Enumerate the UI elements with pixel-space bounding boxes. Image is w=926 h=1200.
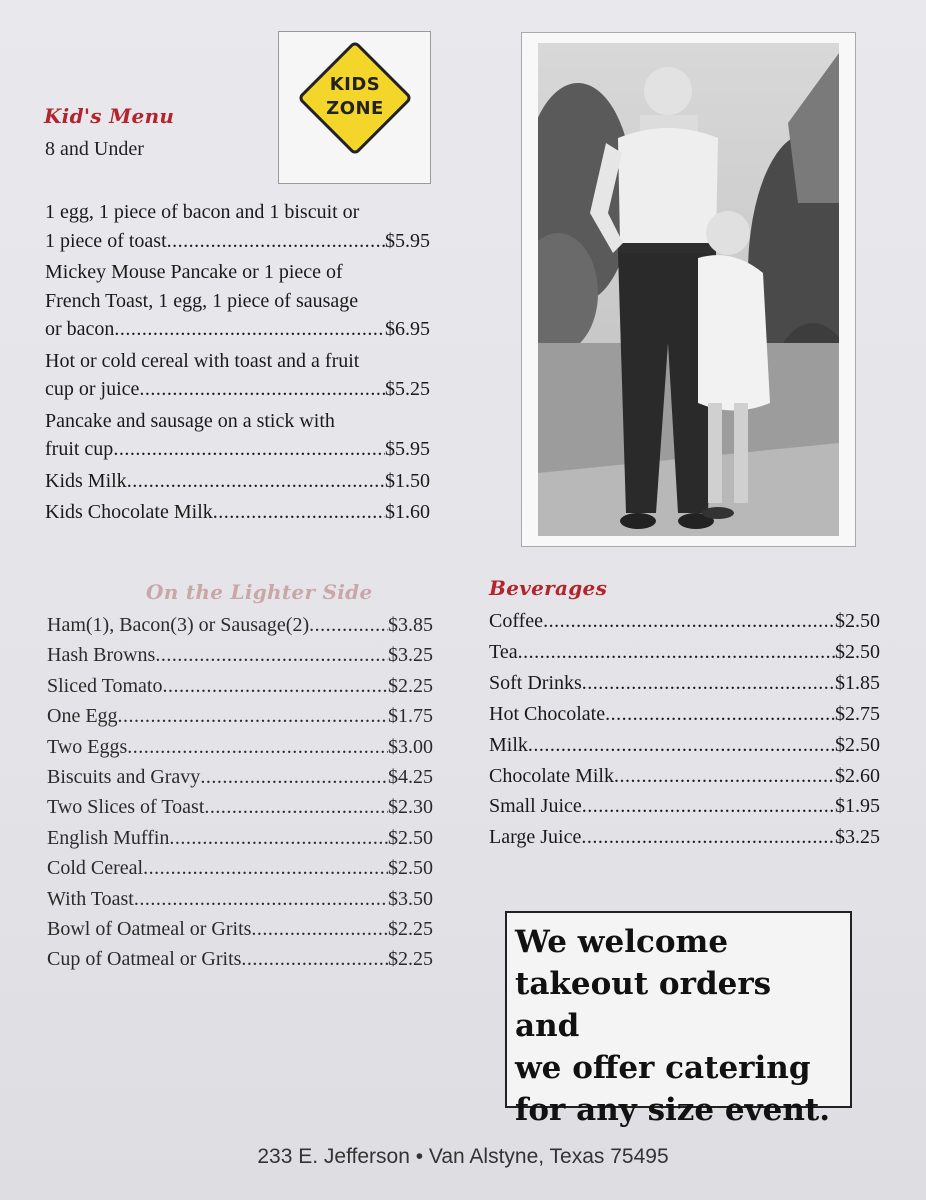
item-price: $2.30 bbox=[388, 796, 433, 819]
kids-menu-title: Kid's Menu bbox=[44, 104, 175, 128]
dot-leader bbox=[118, 701, 388, 731]
dot-leader bbox=[143, 853, 388, 883]
kids-menu-price-row bbox=[45, 375, 430, 404]
dot-leader bbox=[139, 375, 385, 404]
beverage-item bbox=[489, 822, 880, 853]
kids-zone-line1: KIDS bbox=[329, 74, 381, 95]
lighter-side-item bbox=[47, 762, 433, 792]
item-name: Two Eggs bbox=[47, 735, 128, 758]
item-name: Tea bbox=[489, 640, 518, 663]
item-description-line: Pancake and sausage on a stick with bbox=[45, 409, 335, 432]
item-price: $1.60 bbox=[385, 501, 430, 523]
kids-menu-price-row bbox=[45, 498, 430, 527]
item-name: Hot Chocolate bbox=[489, 702, 606, 725]
lighter-side-item bbox=[47, 944, 433, 974]
item-name: 1 piece of toast bbox=[45, 229, 167, 252]
vintage-photo-frame bbox=[521, 32, 856, 547]
item-price: $3.00 bbox=[388, 735, 433, 758]
item-name: Bowl of Oatmeal or Grits bbox=[47, 918, 252, 941]
dot-leader bbox=[605, 699, 835, 730]
item-name: fruit cup bbox=[45, 438, 114, 460]
lighter-side-list bbox=[47, 610, 433, 975]
kids-menu-item bbox=[45, 467, 430, 496]
item-name: or bacon bbox=[45, 318, 115, 340]
dot-leader bbox=[204, 792, 388, 822]
kids-zone-line2: ZONE bbox=[326, 98, 384, 119]
notice-line-1: We welcome bbox=[515, 924, 729, 960]
kids-menu-item bbox=[45, 407, 430, 464]
dot-leader bbox=[241, 944, 388, 974]
item-price: $2.25 bbox=[388, 674, 433, 697]
dot-leader bbox=[543, 606, 835, 637]
lighter-side-item bbox=[47, 884, 433, 914]
dot-leader bbox=[251, 914, 388, 944]
dot-leader bbox=[582, 668, 835, 699]
lighter-side-title: On the Lighter Side bbox=[146, 580, 373, 604]
item-name: Soft Drinks bbox=[489, 671, 582, 694]
beverages-list bbox=[489, 606, 880, 853]
item-name: Cold Cereal bbox=[47, 857, 144, 880]
item-price: $4.25 bbox=[388, 766, 433, 789]
item-price: $3.25 bbox=[388, 644, 433, 667]
item-description-line: Mickey Mouse Pancake or 1 piece of bbox=[45, 261, 343, 283]
notice-line-2: takeout orders and bbox=[515, 966, 772, 1044]
lighter-side-item bbox=[47, 701, 433, 731]
item-price: $3.25 bbox=[835, 826, 880, 849]
kids-menu-item bbox=[45, 258, 430, 344]
kids-zone-sign bbox=[278, 31, 431, 184]
dot-leader bbox=[309, 610, 388, 640]
address-footer: 233 E. Jefferson • Van Alstyne, Texas 75495 bbox=[257, 1145, 669, 1168]
item-name: English Muffin bbox=[47, 826, 170, 849]
kids-menu-list bbox=[45, 198, 430, 530]
item-price: $2.50 bbox=[835, 733, 880, 756]
item-price: $5.25 bbox=[385, 378, 430, 400]
beverage-item bbox=[489, 730, 880, 761]
lighter-side-item bbox=[47, 823, 433, 853]
dot-leader bbox=[167, 227, 385, 256]
item-name: Ham(1), Bacon(3) or Sausage(2) bbox=[47, 614, 310, 636]
kids-menu-subtitle: 8 and Under bbox=[45, 138, 144, 160]
dot-leader bbox=[213, 498, 385, 527]
item-name: One Egg bbox=[47, 705, 118, 728]
beverage-item bbox=[489, 668, 880, 699]
item-price: $2.50 bbox=[388, 826, 433, 849]
kids-menu-item bbox=[45, 198, 430, 255]
lighter-side-item bbox=[47, 671, 433, 701]
kids-menu-price-row bbox=[45, 467, 430, 496]
item-name: Milk bbox=[489, 733, 528, 756]
lighter-side-item bbox=[47, 610, 433, 640]
lighter-side-item bbox=[47, 732, 433, 762]
kids-menu-price-row bbox=[45, 227, 430, 256]
beverage-item bbox=[489, 699, 880, 730]
item-name: Sliced Tomato bbox=[47, 674, 163, 697]
item-price: $1.85 bbox=[835, 671, 880, 694]
beverages-title: Beverages bbox=[489, 576, 608, 600]
dot-leader bbox=[200, 762, 388, 792]
item-price: $2.50 bbox=[835, 610, 880, 632]
item-name: Biscuits and Gravy bbox=[47, 766, 201, 789]
item-name: Cup of Oatmeal or Grits bbox=[47, 948, 242, 971]
item-price: $5.95 bbox=[385, 229, 430, 252]
beverage-item bbox=[489, 606, 880, 637]
kids-menu-item bbox=[45, 498, 430, 527]
lighter-side-item bbox=[47, 640, 433, 670]
vintage-photo bbox=[538, 43, 839, 536]
item-name: Kids Milk bbox=[45, 469, 127, 492]
item-price: $1.50 bbox=[385, 469, 430, 492]
item-description-line: French Toast, 1 egg, 1 piece of sausage bbox=[45, 289, 359, 312]
item-name: Small Juice bbox=[489, 795, 582, 818]
dot-leader bbox=[581, 822, 835, 853]
item-price: $1.95 bbox=[835, 795, 880, 818]
beverage-item bbox=[489, 637, 880, 668]
item-name: Hash Browns bbox=[47, 644, 156, 667]
dot-leader bbox=[162, 671, 388, 701]
dot-leader bbox=[127, 732, 388, 762]
item-price: $5.95 bbox=[385, 438, 430, 460]
item-name: Chocolate Milk bbox=[489, 764, 614, 787]
notice-line-4: for any size event. bbox=[515, 1092, 831, 1128]
item-price: $2.60 bbox=[835, 764, 880, 787]
item-price: $2.75 bbox=[835, 702, 880, 725]
item-price: $3.50 bbox=[388, 887, 433, 910]
takeout-catering-notice bbox=[505, 911, 852, 1128]
item-name: Coffee bbox=[489, 610, 544, 632]
dot-leader bbox=[155, 640, 388, 670]
item-description-line: Hot or cold cereal with toast and a fruit bbox=[45, 349, 360, 372]
notice-line-3: we offer catering bbox=[515, 1050, 811, 1086]
dot-leader bbox=[518, 637, 835, 668]
item-name: cup or juice bbox=[45, 378, 140, 400]
kids-menu-item bbox=[45, 347, 430, 404]
beverage-item bbox=[489, 791, 880, 822]
dot-leader bbox=[582, 791, 835, 822]
item-name: Large Juice bbox=[489, 826, 582, 849]
item-price: $2.25 bbox=[388, 918, 433, 941]
dot-leader bbox=[113, 435, 385, 464]
item-description-line: 1 egg, 1 piece of bacon and 1 biscuit or bbox=[45, 201, 360, 223]
dot-leader bbox=[134, 884, 388, 914]
dot-leader bbox=[114, 315, 385, 344]
item-price: $2.50 bbox=[388, 857, 433, 880]
kids-menu-price-row bbox=[45, 315, 430, 344]
lighter-side-item bbox=[47, 853, 433, 883]
lighter-side-item bbox=[47, 914, 433, 944]
lighter-side-item bbox=[47, 792, 433, 822]
dot-leader bbox=[528, 730, 835, 761]
item-price: $2.25 bbox=[388, 948, 433, 971]
item-price: $3.85 bbox=[388, 614, 433, 636]
item-name: With Toast bbox=[47, 887, 134, 910]
item-name: Kids Chocolate Milk bbox=[45, 501, 213, 523]
dot-leader bbox=[127, 467, 385, 496]
dot-leader bbox=[614, 761, 835, 792]
kids-menu-price-row bbox=[45, 435, 430, 464]
item-price: $2.50 bbox=[835, 640, 880, 663]
item-price: $1.75 bbox=[388, 705, 433, 728]
beverage-item bbox=[489, 761, 880, 792]
item-price: $6.95 bbox=[385, 318, 430, 340]
dot-leader bbox=[169, 823, 388, 853]
item-name: Two Slices of Toast bbox=[47, 796, 205, 819]
